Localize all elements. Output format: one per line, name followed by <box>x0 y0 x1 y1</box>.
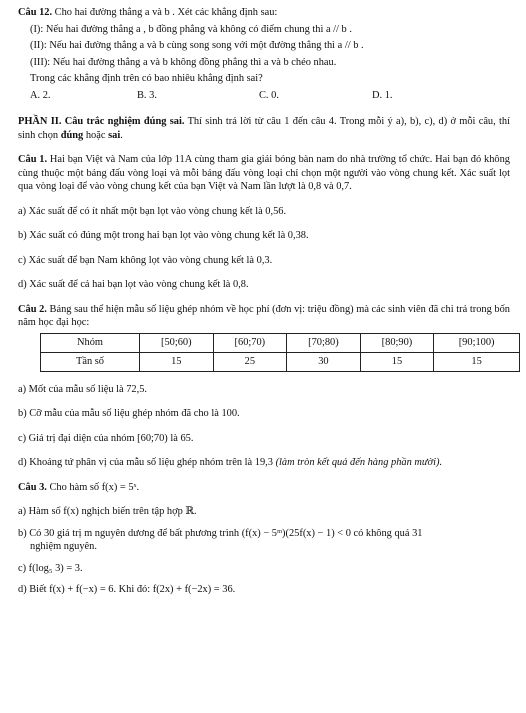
choice-d: D. 1. <box>372 89 393 101</box>
item-d-note: (làm tròn kết quả đến hàng phần mười). <box>275 457 443 469</box>
frequency-table <box>40 333 520 372</box>
table-cell: [50;60) <box>140 333 214 352</box>
item-a: a) Hàm số f(x) nghịch biến trên tập hợp ℝ. <box>18 506 197 518</box>
item-b: b) Xác suất có đúng một trong hai bạn lọt vào vòng chung kết là 0,38. <box>18 230 309 242</box>
table-row <box>41 352 520 371</box>
question-stem: Bảng sau thể hiện mẫu số liệu ghép nhóm về học phí (đơn vị: triệu đồng) mà các sinh viên đã chi trả trong bốn năm học đại học: <box>18 303 510 329</box>
question-stem: Cho hai đường thẳng a và b . Xét các khẳng định sau: <box>52 7 278 18</box>
table-cell: [90;100) <box>434 333 520 352</box>
question-label: Câu 2. <box>18 303 47 315</box>
question-2 <box>18 303 510 470</box>
question-label: Câu 12. <box>18 7 53 18</box>
statement-3: (III): Nếu hai đường thẳng a và b không đồng phẳng thì a và b chéo nhau. <box>30 56 337 68</box>
table-cell: 15 <box>434 352 520 371</box>
table-cell: [80;90) <box>360 333 434 352</box>
question-label: Câu 1. <box>18 154 48 166</box>
question-1 <box>18 153 510 292</box>
answer-choices <box>30 89 510 103</box>
table-cell: [70;80) <box>287 333 361 352</box>
part-2-or: hoặc <box>83 129 109 141</box>
item-d <box>18 456 510 470</box>
question-ask: Trong các khẳng định trên có bao nhiêu khẳng định sai? <box>30 73 263 85</box>
item-a: a) Mốt của mẫu số liệu là 72,5. <box>18 383 147 395</box>
table-cell: 15 <box>140 352 214 371</box>
question-3 <box>18 481 510 597</box>
item-a: a) Xác suất để có ít nhất một bạn lọt vào vòng chung kết là 0,56. <box>18 205 287 217</box>
statement-1: (I): Nếu hai đường thẳng a , b đồng phẳng và không có điểm chung thì a // b . <box>30 23 352 35</box>
table-header-group: Nhóm <box>41 333 140 352</box>
item-d: d) Biết f(x) + f(−x) = 6. Khi đó: f(2x) + f(−2x) = 36. <box>18 584 236 596</box>
table-cell: [60;70) <box>213 333 287 352</box>
item-c: c) Giá trị đại diện của nhóm [60;70) là 65. <box>18 432 194 444</box>
part-2-false: sai <box>108 129 121 141</box>
part-2-period: . <box>120 129 123 141</box>
question-label: Câu 3. <box>18 481 47 493</box>
table-cell: 15 <box>360 352 434 371</box>
question-stem: Hai bạn Việt và Nam của lớp 11A cùng tham gia giải bóng bàn nam do nhà trường tổ chức. Hai bạn đó không cùng thuộc một bảng đấu vòng loại và mỗi bảng đấu vòng loại chỉ chọn một người vào vòng chung kết. Xác suất lọt qua vòng loại để vào vòng chung kết của bạn Việt và Nam lần lượt là 0,8 và 0,7. <box>18 154 510 193</box>
part-2-desc: Thí sinh trả lời từ câu 1 đến câu 4. Trong mỗi ý a), b), c), d) ở mỗi câu, thí sinh chọn <box>18 116 510 141</box>
item-d: d) Xác suất để cả hai bạn lọt vào vòng chung kết là 0,8. <box>18 279 249 291</box>
item-b: b) Có 30 giá trị m nguyên dương để bất phương trình (f(x) − 5ᵐ)(25f(x) − 1) < 0 có không quá 31 <box>18 527 423 539</box>
table-cell: 25 <box>213 352 287 371</box>
choice-c: C. 0. <box>259 89 279 101</box>
choice-b: B. 3. <box>137 89 157 101</box>
table-header-frequency: Tần số <box>41 352 140 371</box>
question-12 <box>18 6 510 102</box>
choice-a: A. 2. <box>30 89 51 101</box>
table-row <box>41 333 520 352</box>
item-c: c) Xác suất để bạn Nam không lọt vào vòng chung kết là 0,3. <box>18 254 273 266</box>
item-c: c) f(log₅ 3) = 3. <box>18 562 83 574</box>
item-b-continued: nghiệm nguyên. <box>30 541 97 553</box>
item-d-text: d) Khoảng tứ phân vị của mẫu số liệu ghép nhóm trên là 19,3 <box>18 457 276 469</box>
part-2-heading <box>18 115 510 142</box>
question-stem: Cho hàm số f(x) = 5ˣ. <box>46 481 140 493</box>
table-cell: 30 <box>287 352 361 371</box>
statement-2: (II): Nếu hai đường thẳng a và b cùng song song với một đường thẳng thì a // b . <box>30 40 364 52</box>
part-2-true: đúng <box>60 129 84 141</box>
item-b: b) Cỡ mẫu của mẫu số liệu ghép nhóm đã cho là 100. <box>18 408 240 420</box>
part-2-title: PHẦN II. Câu trắc nghiệm đúng sai. <box>18 116 185 128</box>
